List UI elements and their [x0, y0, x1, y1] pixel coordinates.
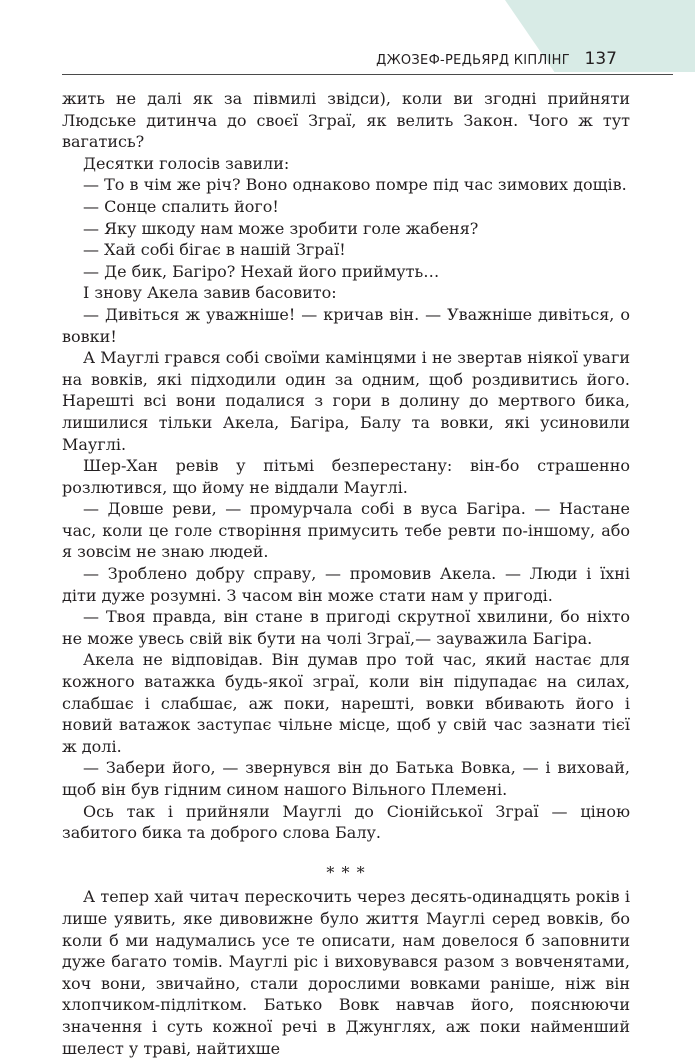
paragraph: Шер-Хан ревів у пітьмі безперестану: він-бо страшенно розлютився, що йому не віддали Мауглі.	[62, 456, 630, 497]
paragraph: — Твоя правда, він стане в пригоді скрутної хвилини, бо ніхто не може увесь свій вік бути на чолі Зграї,— зауважила Багіра.	[62, 607, 630, 648]
paragraph: Ось так і прийняли Мауглі до Сіонійської Зграї — ціною забитого бика та доброго слова Балу.	[62, 801, 630, 843]
section-separator: * * *	[326, 862, 366, 882]
paragraph: жить не далі як за півмилі звідси), коли ви згодні прийняти Людське дитинча до своєї Зграї, як велить Закон. Чого ж тут вагатись?	[62, 89, 630, 152]
paragraph: Акела не відповідав. Він думав про той час, який настає для кожного ватажка будь-якої зграї, коли він підупадає на силах, слабшає і слабшає, аж поки, нарешті, вовки вбивають його і новий ватажок заступає чільне місце, щоб у свій час зазнати тієї ж долі.	[62, 650, 630, 756]
body-text	[62, 88, 630, 1059]
running-header	[62, 48, 673, 75]
paragraph: А тепер хай читач перескочить через десять-одинадцять років і лише уявить, яке дивовижне було життя Мауглі серед вовків, бо коли б ми надумались усе те описати, нам довелося б заповнити дуже багато томів. Мауглі ріс і виховувався разом з вовченятами, хоч вони, звичайно, стали дорослими вовками раніше, ніж він хлопчиком-підлітком. Батько Вовк навчав його, пояснюючи значення і суть кожної речі в Джунглях, аж поки найменший шелест у траві, найтихше	[62, 887, 630, 1058]
paragraph: — Забери його, — звернувся він до Батька Вовка, — і виховай, щоб він був гідним сином нашого Вільного Племені.	[62, 758, 630, 799]
paragraph: — То в чім же річ? Воно однаково помре під час зимових дощів.	[83, 175, 627, 195]
paragraph: — Зроблено добру справу, — промовив Акела. — Люди і їхні діти дуже розумні. З часом він може стати нам у пригоді.	[62, 564, 630, 605]
paragraph: А Мауглі грався собі своїми камінцями і не звертав ніякої уваги на вовків, які підходили один за одним, щоб роздивитись його. Нарешті всі вони подалися з гори в долину до мертвого бика, лишилися тільки Акела, Багіра, Балу та вовки, які усиновили Мауглі.	[62, 348, 630, 454]
paragraph: — Яку шкоду нам може зробити голе жабеня?	[83, 218, 479, 238]
paragraph: — Де бик, Багіро? Нехай його приймуть…	[83, 261, 440, 281]
paragraph: Десятки голосів завили:	[83, 153, 290, 173]
paragraph: І знову Акела завив басовито:	[83, 283, 337, 303]
paragraph: — Хай собі бігає в нашій Зграї!	[83, 240, 346, 260]
paragraph: — Сонце спалить його!	[83, 196, 279, 216]
page-number: 137	[584, 49, 617, 69]
running-title: ДЖОЗЕФ-РЕДЬЯРД КІПЛІНГ	[376, 53, 570, 68]
paragraph: — Довше реви, — промурчала собі в вуса Багіра. — Настане час, коли це голе створіння примусить тебе ревти по-іншому, або я зовсім не знаю людей.	[62, 499, 630, 562]
paragraph: — Дивіться ж уважніше! — кричав він. — Уважніше дивіться, о вовки!	[62, 304, 630, 346]
